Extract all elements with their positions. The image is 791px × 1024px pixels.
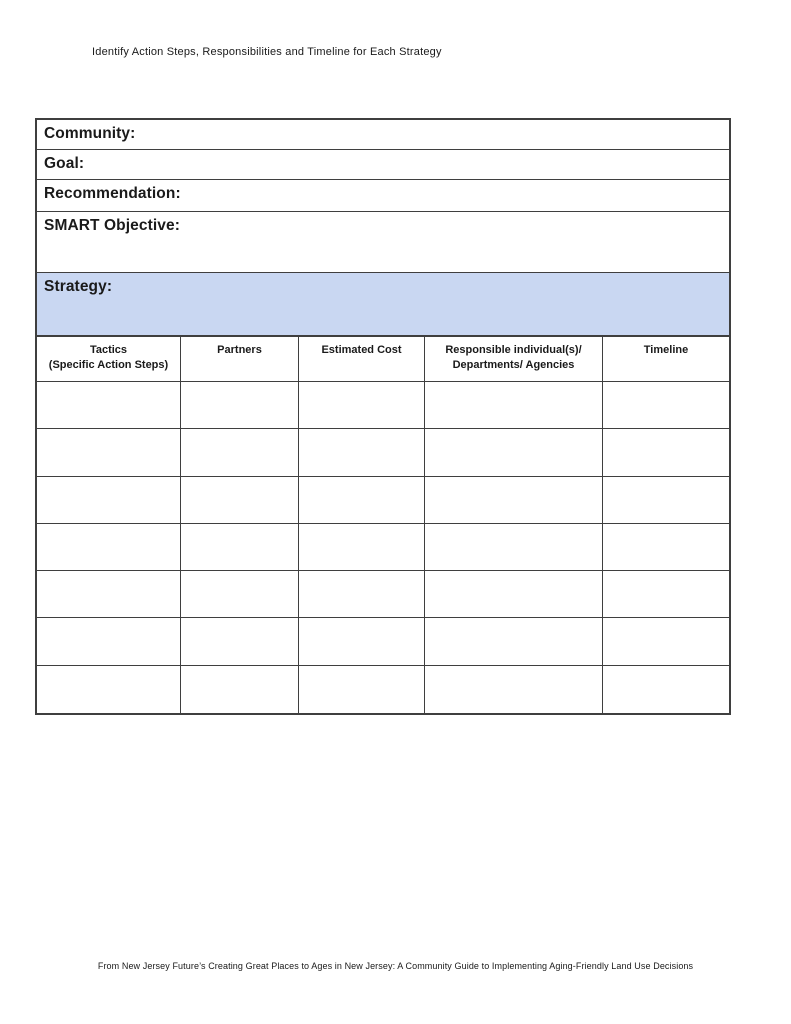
table-cell-tactics	[37, 429, 180, 476]
table-cell-partners	[180, 618, 298, 665]
recommendation-label: Recommendation:	[44, 185, 181, 202]
table-cell-partners	[180, 477, 298, 524]
field-row-community	[37, 120, 729, 150]
table-cell-timeline	[602, 477, 729, 524]
goal-label: Goal:	[44, 155, 85, 172]
table-cell-tactics	[37, 382, 180, 429]
table-cell-timeline	[602, 571, 729, 618]
field-row-recommendation	[37, 180, 729, 212]
header-line: Estimated Cost	[321, 344, 402, 356]
smart-objective-label: SMART Objective:	[44, 217, 180, 234]
table-row	[37, 477, 729, 524]
strategy-label: Strategy:	[44, 278, 113, 295]
table-cell-estimated-cost	[298, 618, 424, 665]
column-header-responsible	[424, 337, 602, 382]
table-cell-tactics	[37, 666, 180, 713]
table-cell-partners	[180, 382, 298, 429]
table-cell-estimated-cost	[298, 666, 424, 713]
field-row-goal	[37, 150, 729, 180]
table-cell-estimated-cost	[298, 571, 424, 618]
header-line: Responsible individual(s)/	[445, 344, 582, 356]
field-row-smart-objective	[37, 212, 729, 273]
column-header-timeline	[602, 337, 729, 382]
action-table-body	[37, 382, 729, 713]
strategy-form	[35, 118, 731, 715]
table-cell-partners	[180, 524, 298, 571]
table-cell-timeline	[602, 524, 729, 571]
header-line: Timeline	[643, 344, 689, 356]
field-row-strategy	[37, 273, 729, 337]
table-header-row	[37, 337, 729, 382]
table-cell-partners	[180, 571, 298, 618]
table-cell-timeline	[602, 429, 729, 476]
table-cell-estimated-cost	[298, 477, 424, 524]
community-label: Community:	[44, 125, 136, 142]
table-cell-responsible	[424, 571, 602, 618]
table-cell-responsible	[424, 618, 602, 665]
footer-citation: From New Jersey Future’s Creating Great Places to Ages in New Jersey: A Community Guide to Implementing Aging-Friendly Land Use Decisions	[97, 961, 694, 971]
table-cell-responsible	[424, 666, 602, 713]
table-cell-timeline	[602, 618, 729, 665]
table-cell-responsible	[424, 429, 602, 476]
table-row	[37, 618, 729, 665]
table-row	[37, 429, 729, 476]
header-line: Partners	[217, 344, 262, 356]
table-cell-tactics	[37, 571, 180, 618]
table-cell-tactics	[37, 618, 180, 665]
table-cell-partners	[180, 429, 298, 476]
page-title: Identify Action Steps, Responsibilities and Timeline for Each Strategy	[92, 46, 442, 58]
table-row	[37, 524, 729, 571]
table-cell-timeline	[602, 666, 729, 713]
table-cell-estimated-cost	[298, 429, 424, 476]
header-line: Tactics	[89, 344, 128, 356]
column-header-estimated-cost	[298, 337, 424, 382]
table-cell-responsible	[424, 382, 602, 429]
column-header-tactics	[37, 337, 180, 382]
column-header-partners	[180, 337, 298, 382]
header-line: (Specific Action Steps)	[48, 359, 169, 371]
table-cell-tactics	[37, 524, 180, 571]
table-cell-estimated-cost	[298, 524, 424, 571]
table-cell-partners	[180, 666, 298, 713]
header-line: Departments/ Agencies	[452, 359, 575, 371]
table-cell-tactics	[37, 477, 180, 524]
table-cell-estimated-cost	[298, 382, 424, 429]
table-cell-responsible	[424, 477, 602, 524]
table-cell-responsible	[424, 524, 602, 571]
table-row	[37, 571, 729, 618]
table-row	[37, 382, 729, 429]
table-cell-timeline	[602, 382, 729, 429]
table-row	[37, 666, 729, 713]
